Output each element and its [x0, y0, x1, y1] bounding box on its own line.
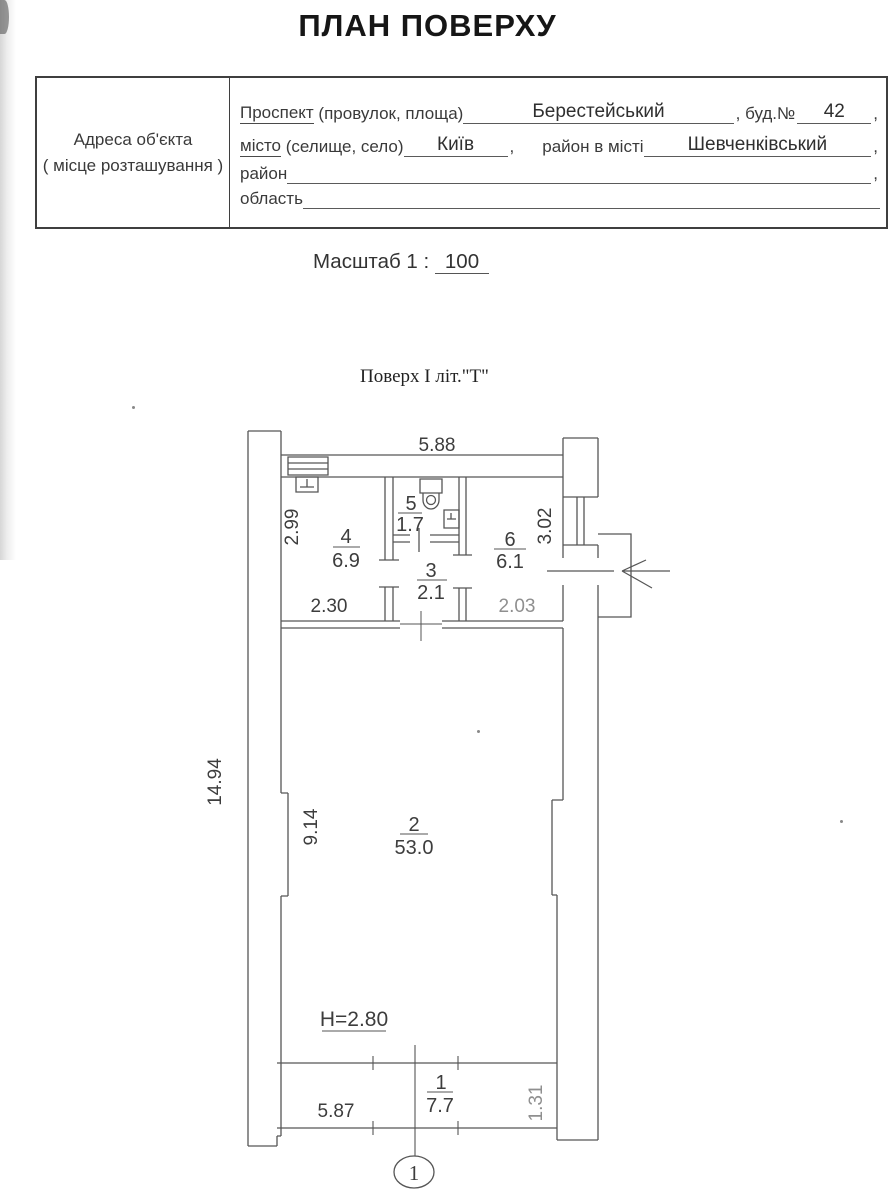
dim-ceiling-height: Н=2.80 — [319, 1008, 389, 1031]
dim-room4-width: 2.30 — [310, 596, 348, 617]
room2-area: 53.0 — [394, 837, 434, 859]
prospekt-label: Проспект — [240, 103, 314, 122]
room3-door-threshold — [400, 611, 442, 641]
city-value-line: Київ — [404, 134, 508, 157]
room3-area: 2.1 — [417, 582, 445, 604]
oblast-label: область — [240, 189, 303, 208]
city-label-rest: (селище, село) — [281, 137, 404, 156]
row2-comma1: , — [509, 137, 515, 156]
room5-number: 5 — [405, 493, 417, 515]
top-exterior-wall — [281, 455, 563, 477]
row3-comma: , — [873, 164, 878, 183]
building-number-line: 42 — [797, 101, 871, 124]
dim-room6-width: 2.03 — [498, 596, 536, 617]
room4-area: 6.9 — [332, 550, 360, 572]
address-label-line1: Адреса об'єкта — [73, 129, 193, 149]
city-district-value-line: Шевченківський — [644, 134, 872, 157]
room1-area: 7.7 — [426, 1095, 454, 1117]
washbasin-icon — [444, 510, 459, 528]
vent-shaft-block — [288, 457, 328, 475]
sink-icon — [296, 477, 318, 492]
toilet-bowl-icon — [427, 496, 436, 505]
room3-number: 3 — [425, 560, 437, 582]
dim-room1-right: 1.31 — [526, 1084, 547, 1122]
room2-number: 2 — [408, 814, 420, 836]
city-label: місто — [240, 136, 282, 155]
room6-number: 6 — [504, 529, 516, 551]
room1-number: 1 — [435, 1072, 447, 1094]
floor-designation: Поверх І літ."Т" — [360, 366, 489, 387]
row1-comma: , — [873, 104, 878, 123]
axis-marker-number: 1 — [408, 1161, 420, 1185]
bud-no-label: , буд.№ — [735, 104, 796, 123]
prospekt-label-rest: (провулок, площа) — [313, 104, 464, 123]
partition-room6 — [453, 477, 472, 621]
row2-comma2: , — [873, 137, 878, 156]
dim-top-width: 5.88 — [418, 435, 456, 456]
room6-area: 6.1 — [496, 551, 524, 573]
room4-number: 4 — [340, 526, 352, 548]
room5-area: 1.7 — [396, 514, 424, 536]
page-title: ПЛАН ПОВЕРХУ — [298, 8, 557, 43]
entry-arrow-icon — [622, 560, 670, 588]
prospekt-value-line: Берестейський — [463, 101, 733, 124]
entry-porch — [598, 534, 631, 617]
dim-room6-right: 3.02 — [535, 507, 556, 545]
address-label-line2: ( місце розташування ) — [42, 155, 224, 175]
city-district-label: район в місті — [542, 137, 644, 156]
right-exterior-wall — [552, 438, 598, 1140]
dim-room2-left: 9.14 — [301, 808, 322, 846]
dim-left-total: 14.94 — [205, 758, 226, 806]
district-label: район — [240, 164, 288, 183]
scale-label: Масштаб 1 : — [313, 250, 430, 273]
dim-room1-width: 5.87 — [317, 1101, 355, 1122]
partition-room4 — [379, 477, 399, 621]
dim-room4-left: 2.99 — [282, 508, 303, 546]
scale-value: 100 — [435, 250, 489, 274]
